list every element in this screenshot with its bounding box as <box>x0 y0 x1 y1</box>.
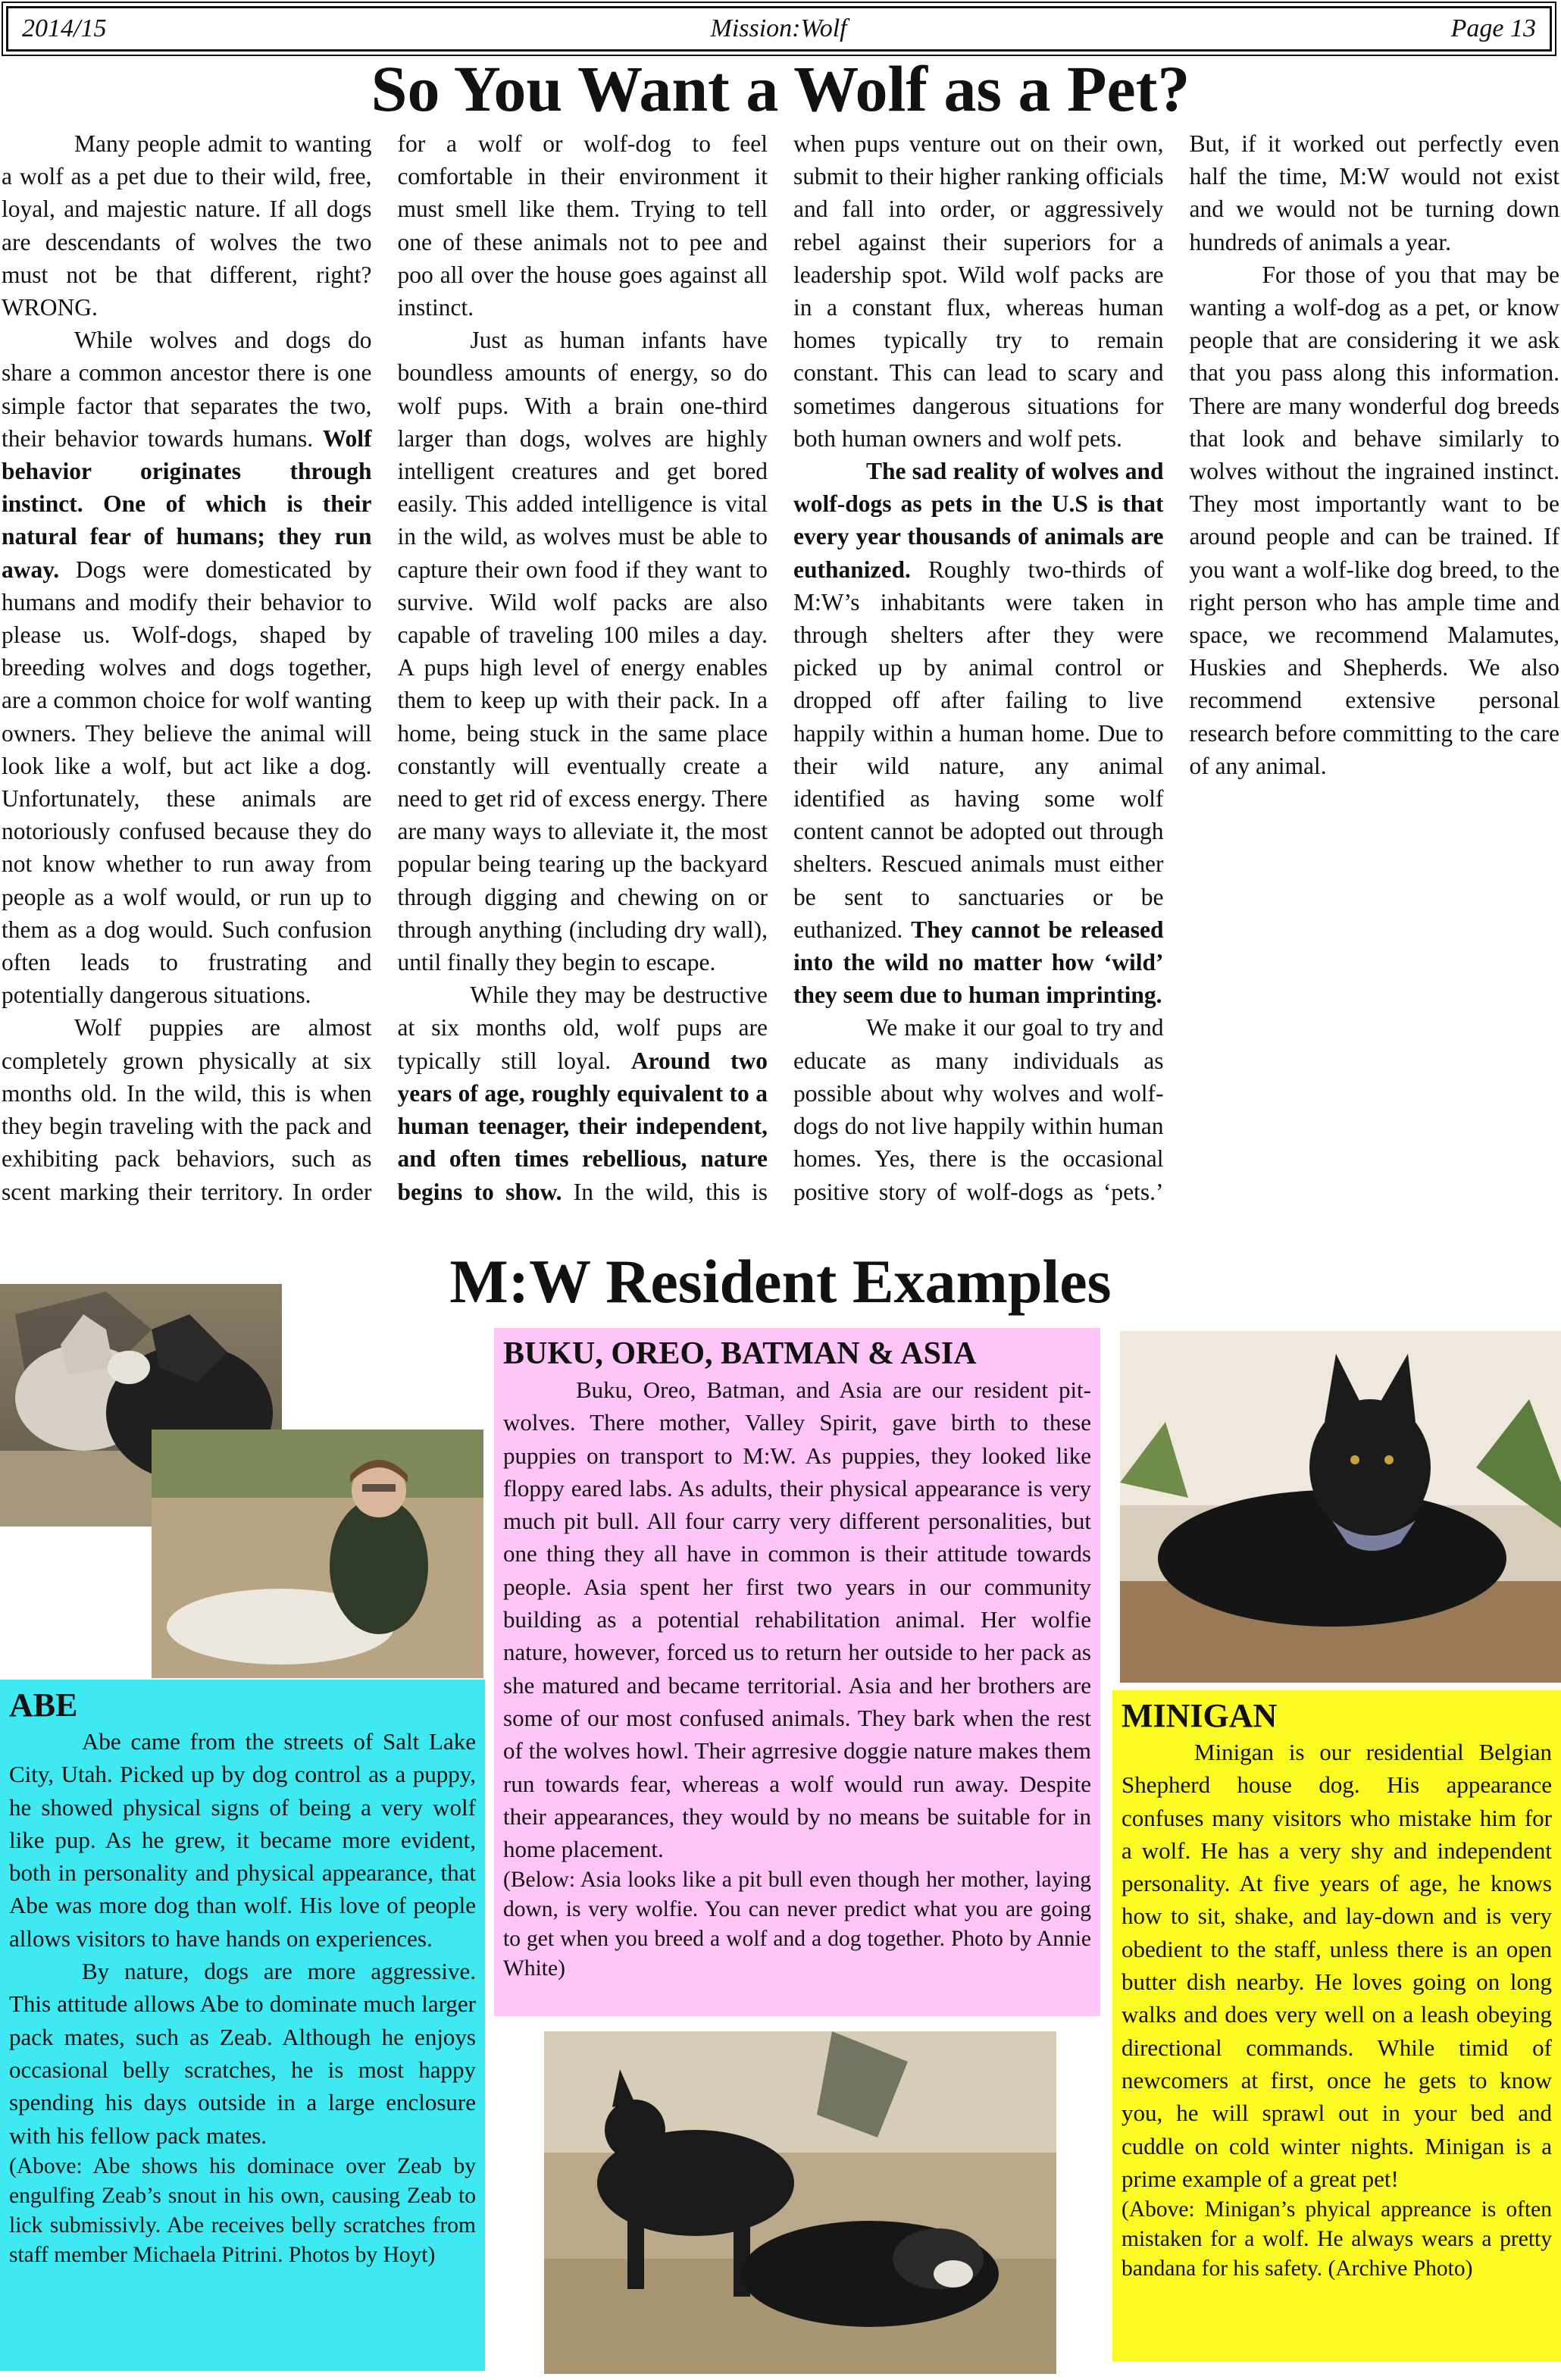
article-text: While they may be destructive at six months old, wolf pups are typically still loyal. <box>397 982 768 1074</box>
abe-paragraph-1: Abe came from the streets of Salt Lake City, Utah. Picked up by dog control as a puppy, he showed physical signs of being a very wolf like pup. As he grew, it became more evident, both in personality and physical appearance, that Abe was more dog than wolf. His love of people allows visitors to have hands on experiences. <box>9 1728 476 1952</box>
article-paragraph <box>398 324 768 979</box>
abe-paragraph-2: By nature, dogs are more aggressive. This attitude allows Abe to dominate much larger pack mates, such as Zeab. Although he enjoys occasional belly scratches, he is most happy spending his days outside in a large enclosure with his fellow pack mates. <box>9 1958 476 2149</box>
buku-title: BUKU, OREO, BATMAN & ASIA <box>503 1336 977 1371</box>
article-bold-text: They cannot be released into the wild no matter how ‘wild’ they seem due to human imprinting. <box>793 916 1164 1009</box>
buku-paragraph-1: Buku, Oreo, Batman, and Asia are our resident pit-wolves. There mother, Valley Spirit, gave birth to these puppies on transport to M:W. As puppies, they looked like floppy eared labs. As adults, their physical appearance is very much pit bull. All four carry very different personalities, but one thing they all have in common is their attitude towards people. Asia spent her first two years in our community building as a potential rehabilitation animal. Her wolfie nature, however, forced us to return her outside to her pack as she matured and became territorial. Asia and her brothers are some of our most confused animals. They bark when the rest of the wolves howl. Their agrresive doggie nature makes them run towards fear, whereas a wolf would run away. Despite their appearances, they would by no means be suitable for in home placement. <box>503 1376 1091 1863</box>
article-bold-text: Wolf behavior originates through instinct. One of which is their natural fear of humans; they run away. <box>2 424 372 583</box>
buku-photo-caption: (Below: Asia looks like a pit bull even though her mother, laying down, is very wolfie. You can never predict what you are going to get when you breed a wolf and a dog together. Photo by Annie White) <box>503 1868 1091 1981</box>
issue-year: 2014/15 <box>22 14 107 42</box>
article-text: We make it our goal to try and educate as many individuals as possible about why wolves and wolf-dogs do not live happily within human homes. Yes, there is the occasional positive story of wolf-dogs as ‘pets.’ But, if it worked out perfectly even half the time, M:W would not exist and we would not be turning down hundreds of animals a year. <box>793 130 1559 1205</box>
article-text: In the wild, this is when pups venture out on their own, submit to their higher ranking officials and fall into order, or aggressively rebel against their superiors for a leadership spot. Wild wolf packs are in a constant flux, whereas human homes typically try to remain constant. This can lead to scary and sometimes dangerous situations for both human owners and wolf pets. <box>562 130 1164 1205</box>
article-paragraph <box>793 455 1164 1011</box>
publication-name: Mission:Wolf <box>710 14 847 42</box>
minigan-paragraph-1: Minigan is our residential Belgian Shepherd house dog. His appearance confuses many visitors who mistake him for a wolf. He has a very shy and independent personality. At five years of age, he knows how to sit, shake, and lay-down and is very obedient to the staff, unless there is an open butter dish nearby. He loves going on long walks and does very well on a leash obeying directional commands. While timid of newcomers at first, once he gets to know you, he will sprawl out in your bed and cuddle on cold winter nights. Minigan is a prime example of a great pet! <box>1121 1739 1552 2192</box>
photo-abe-belly-scratch <box>152 1430 483 1678</box>
asia-image <box>544 2031 1056 2374</box>
article-headline: So You Want a Wolf as a Pet? <box>371 52 1190 125</box>
buku-profile <box>494 1328 1100 2016</box>
abe-staff-image <box>152 1430 483 1678</box>
photo-minigan <box>1120 1331 1561 1683</box>
article-bold-text: Around two years of age, roughly equivalent to a human teenager, their independent, and often times rebellious, nature begins to show. <box>397 1047 768 1205</box>
minigan-photo-caption: (Above: Minigan’s phyical appreance is often mistaken for a wolf. He always wears a pretty bandana for his safety. (Archive Photo) <box>1121 2197 1552 2281</box>
article-text: For those of you that may be wanting a wolf-dog as a pet, or know people that are considering it we ask that you pass along this information. There are many wonderful dog breeds that look and behave similarly to wolves without the ingrained instinct. They most importantly want to be around people and can be trained. If you want a wolf-like dog breed, to the right person who has ample time and space, we recommend Malamutes, Huskies and Shepherds. We also recommend extensive personal research before committing to the care of any animal. <box>1189 261 1559 779</box>
article-paragraph <box>2 127 372 324</box>
page-number: Page 13 <box>1450 14 1536 42</box>
article-body <box>0 127 1561 1219</box>
article-paragraph <box>2 324 372 1011</box>
minigan-image <box>1120 1331 1561 1683</box>
article-text: While wolves and dogs do share a common ancestor there is one simple factor that separates the two, their behavior towards humans. <box>2 327 372 452</box>
article-text: Dogs were domesticated by humans and modify their behavior to please us. Wolf-dogs, shaped by breeding wolves and dogs together, are a common choice for wolf wanting owners. They believe the animal will look like a wolf, but act like a dog. Unfortunately, these animals are notoriously confused because they do not know whether to run away from people as a wolf would, or run up to them as a dog would. Such confusion often leads to frustrating and potentially dangerous situations. <box>2 556 372 1009</box>
article-bold-text: The sad reality of wolves and wolf-dogs as pets in the U.S is that every year thousands of animals are euthanized. <box>793 458 1164 583</box>
minigan-title: MINIGAN <box>1121 1697 1278 1734</box>
section-title: M:W Resident Examples <box>449 1247 1112 1316</box>
article-text: Wolf puppies are almost completely grown physically at six months old. In the wild, this is when they begin traveling with the pack and exhibiting pack behaviors, such as scent marking their territory. In order for a wolf or wolf-dog to feel comfortable in their environment it must smell like them. Trying to tell one of these animals not to pee and poo all over the house goes against all instinct. <box>2 130 768 1205</box>
article-text: Just as human infants have boundless amounts of energy, so do wolf pups. With a brain one-third larger than dogs, wolves are highly intelligent creatures and get bored easily. This added intelligence is vital in the wild, as wolves must be able to capture their own food if they want to survive. Wild wolf packs are also capable of traveling 100 miles a day. A pups high level of energy enables them to keep up with their pack. In a home, being stuck in the same place constantly will eventually create a need to get rid of excess energy. There are many ways to alleviate it, the most popular being tearing up the backyard through digging and chewing on or through anything (including dry wall), until finally they begin to escape. <box>397 327 768 976</box>
abe-photo-caption: (Above: Abe shows his dominace over Zeab by engulfing Zeab’s snout in his own, causing Zeab to lick submissivly. Abe receives belly scratches from staff member Michaela Pitrini. Photos by Hoyt) <box>9 2153 476 2267</box>
article-paragraph <box>1190 258 1560 782</box>
abe-profile <box>0 1680 485 2371</box>
minigan-profile <box>1112 1690 1561 2362</box>
abe-title: ABE <box>9 1686 78 1724</box>
article-text: Many people admit to wanting a wolf as a pet due to their wild, free, loyal, and majestic nature. If all dogs are descendants of wolves the two must not be that different, right? WRONG. <box>2 130 372 321</box>
page-header <box>6 6 1552 52</box>
article-text: Roughly two-thirds of M:W’s inhabitants were taken in through shelters after they were picked up by animal control or dropped off after failing to live happily within a human home. Due to their wild nature, any animal identified as having some wolf content cannot be adopted out through shelters. Rescued animals must either be sent to sanctuaries or be euthanized. <box>793 556 1164 943</box>
photo-asia-and-mother <box>544 2031 1056 2374</box>
